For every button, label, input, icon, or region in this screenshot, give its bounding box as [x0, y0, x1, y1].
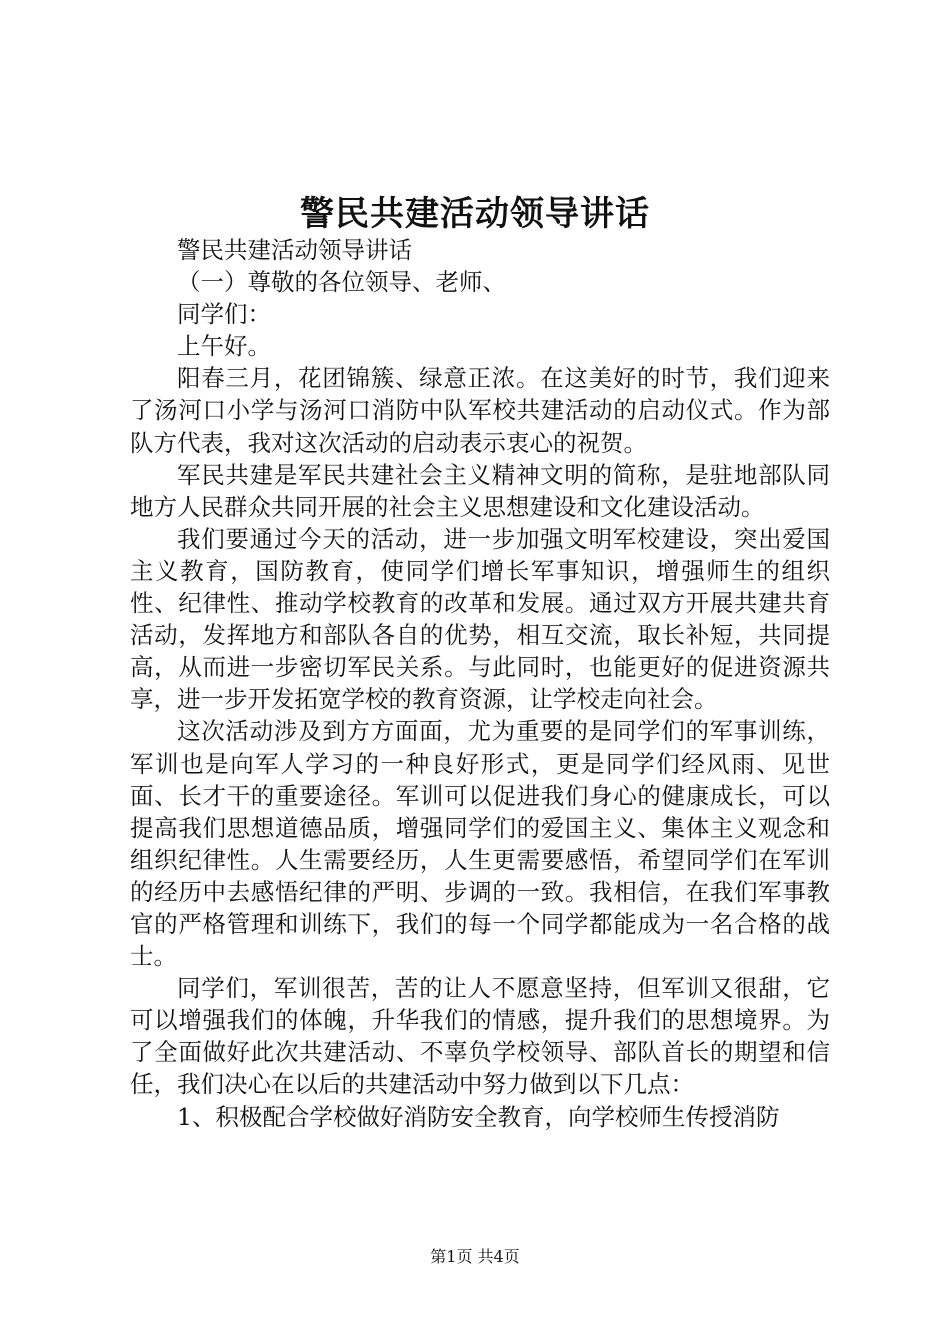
paragraph: 同学们，军训很苦，苦的让人不愿意坚持，但军训又很甜，它可以增强我们的体魄，升华我们的情感，提升我们的思想境界。为了全面做好此次共建活动、不辜负学校领导、部队首长的期望和信任，我们决心在以后的共建活动中努力做到以下几点： [130, 974, 830, 1099]
document-body [130, 234, 830, 1133]
paragraph: 我们要通过今天的活动，进一步加强文明军校建设，突出爱国主义教育，国防教育，使同学们增长军事知识，增强师生的组织性、纪律性、推动学校教育的改革和发展。通过双方开展共建共育活动，发挥地方和部队各自的优势，相互交流，取长补短，共同提高，从而进一步密切军民关系。与此同时，也能更好的促进资源共享，进一步开发拓宽学校的教育资源，让学校走向社会。 [130, 524, 830, 714]
page-footer: 第1页 共4页 [430, 1247, 520, 1266]
paragraph: 阳春三月，花团锦簇、绿意正浓。在这美好的时节，我们迎来了汤河口小学与汤河口消防中队军校共建活动的启动仪式。作为部队方代表，我对这次活动的启动表示衷心的祝贺。 [130, 364, 830, 457]
paragraph: 同学们： [177, 300, 271, 329]
paragraph: （一）尊敬的各位领导、老师、 [177, 268, 506, 297]
paragraph: 1、积极配合学校做好消防安全教育，向学校师生传授消防 [177, 1102, 780, 1131]
document-title: 警民共建活动领导讲话 [300, 194, 650, 234]
paragraph: 警民共建活动领导讲话 [177, 236, 412, 264]
paragraph: 军民共建是军民共建社会主义精神文明的简称，是驻地部队同地方人民群众共同开展的社会主义思想建设和文化建设活动。 [130, 460, 830, 521]
paragraph: 上午好。 [177, 332, 271, 361]
paragraph: 这次活动涉及到方方面面，尤为重要的是同学们的军事训练，军训也是向军人学习的一种良好形式，更是同学们经风雨、见世面、长才干的重要途径。军训可以促进我们身心的健康成长，可以提高我们思想道德品质，增强同学们的爱国主义、集体主义观念和组织纪律性。人生需要经历，人生更需要感悟，希望同学们在军训的经历中去感悟纪律的严明、步调的一致。我相信，在我们军事教官的严格管理和训练下，我们的每一个同学都能成为一名合格的战士。 [130, 717, 830, 971]
